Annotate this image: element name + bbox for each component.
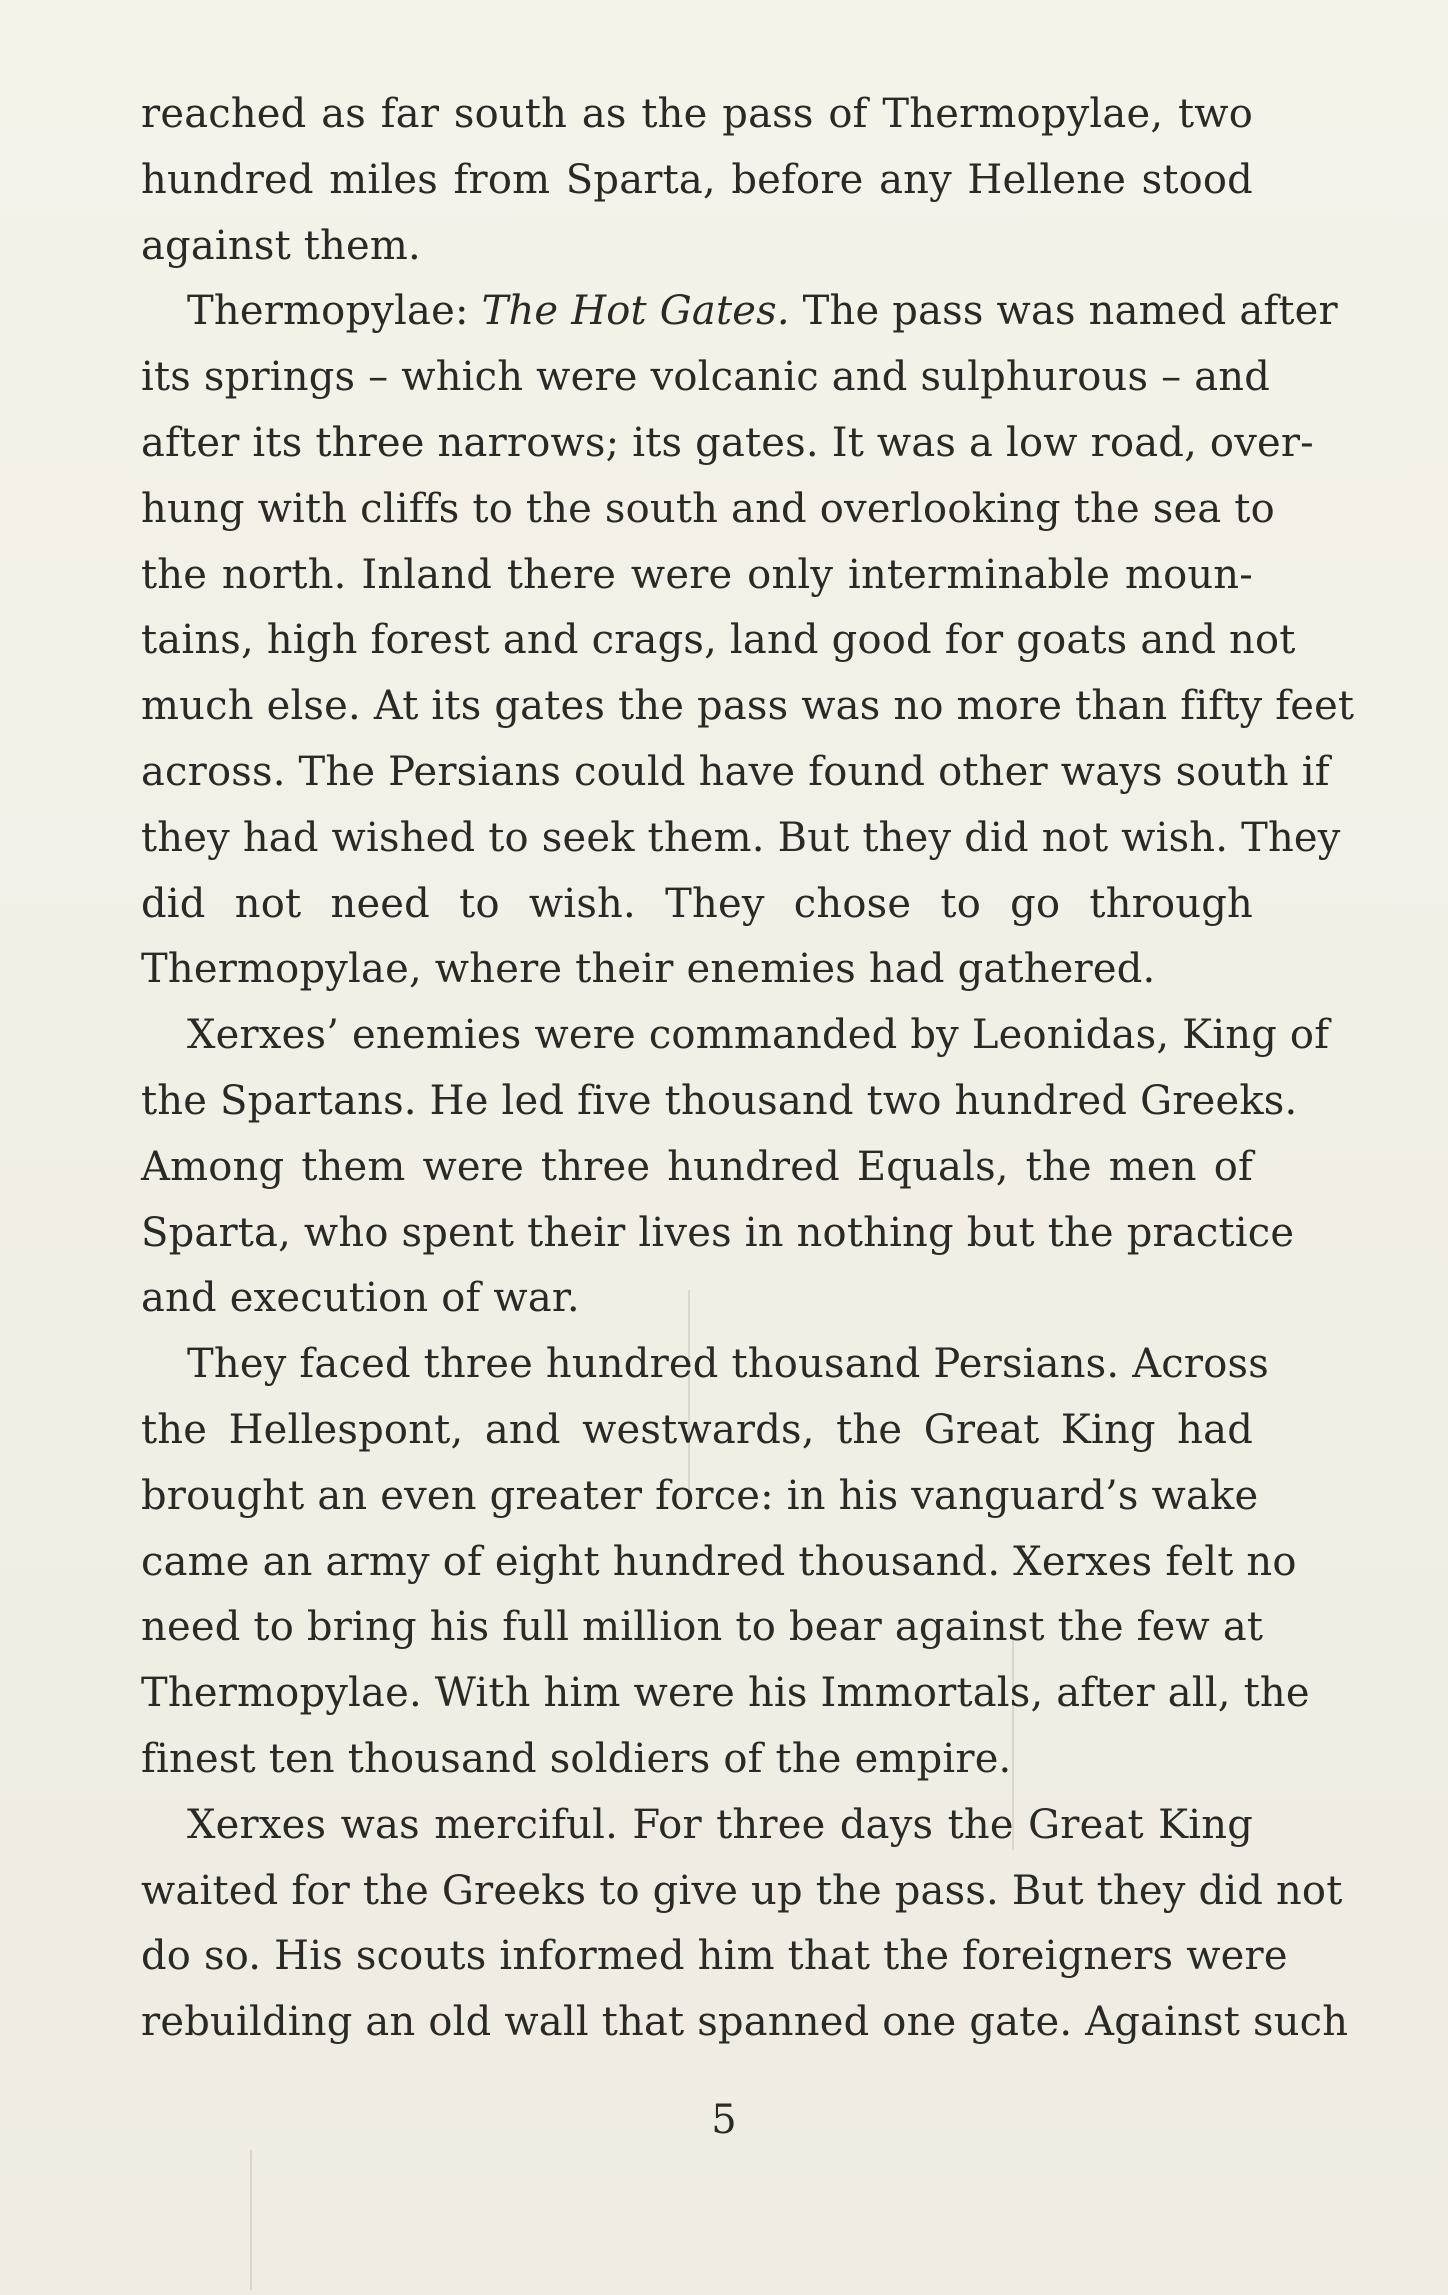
- text-line: across. The Persians could have found other ways south if: [141, 748, 1330, 795]
- italic-title: The Hot Gates.: [481, 288, 790, 335]
- text-line: Thermopylae. With him were his Immortals, after all, the: [141, 1670, 1310, 1717]
- scan-shadow-line: [250, 2150, 252, 2290]
- text-line: the Spartans. He led five thousand two hundred Greeks.: [141, 1077, 1298, 1124]
- text-line: Thermopylae, where their enemies had gathered.: [141, 946, 1156, 993]
- text-line: rebuilding an old wall that spanned one gate. Against such: [141, 1999, 1349, 2046]
- text-line: waited for the Greeks to give up the pass. But they did not: [141, 1867, 1343, 1914]
- text-line: much else. At its gates the pass was no more than fifty feet: [141, 683, 1355, 730]
- text-line: finest ten thousand soldiers of the empire.: [141, 1735, 1012, 1782]
- text-line: the Hellespont, and westwards, the Great King had: [141, 1406, 1253, 1453]
- text-line: reached as far south as the pass of Thermopylae, two: [141, 91, 1253, 137]
- text-line: They faced three hundred thousand Persians. Across: [187, 1341, 1269, 1388]
- text-line: hung with cliffs to the south and overlooking the sea to: [141, 485, 1275, 532]
- text-line: and execution of war.: [141, 1275, 580, 1322]
- text-line: tains, high forest and crags, land good for goats and not: [141, 617, 1296, 664]
- text-line: the north. Inland there were only interminable moun-: [141, 551, 1253, 598]
- page-number: 5: [711, 2097, 737, 2143]
- text-line: Thermopylae: The Hot Gates. The pass was named after: [187, 288, 1338, 335]
- text-line: hundred miles from Sparta, before any Hellene stood: [141, 156, 1253, 203]
- text-line: brought an even greater force: in his vanguard’s wake: [141, 1472, 1259, 1519]
- text-line: came an army of eight hundred thousand. Xerxes felt no: [141, 1538, 1297, 1585]
- text-line: did not need to wish. They chose to go through: [141, 880, 1253, 927]
- text-line: do so. His scouts informed him that the foreigners were: [141, 1933, 1288, 1980]
- text-line: need to bring his full million to bear against the few at: [141, 1604, 1264, 1651]
- text-line: Xerxes’ enemies were commanded by Leonidas, King of: [187, 1012, 1330, 1059]
- text-line: after its three narrows; its gates. It was a low road, over-: [141, 419, 1314, 466]
- body-text: [141, 82, 1355, 2056]
- text-line: against them.: [141, 222, 421, 269]
- text-line: its springs – which were volcanic and sulphurous – and: [141, 354, 1271, 401]
- text-line: they had wished to seek them. But they did not wish. They: [141, 814, 1341, 861]
- text-line: Sparta, who spent their lives in nothing but the practice: [141, 1209, 1295, 1256]
- text-line: Xerxes was merciful. For three days the Great King: [187, 1801, 1253, 1848]
- text-line: Among them were three hundred Equals, the men of: [141, 1143, 1253, 1190]
